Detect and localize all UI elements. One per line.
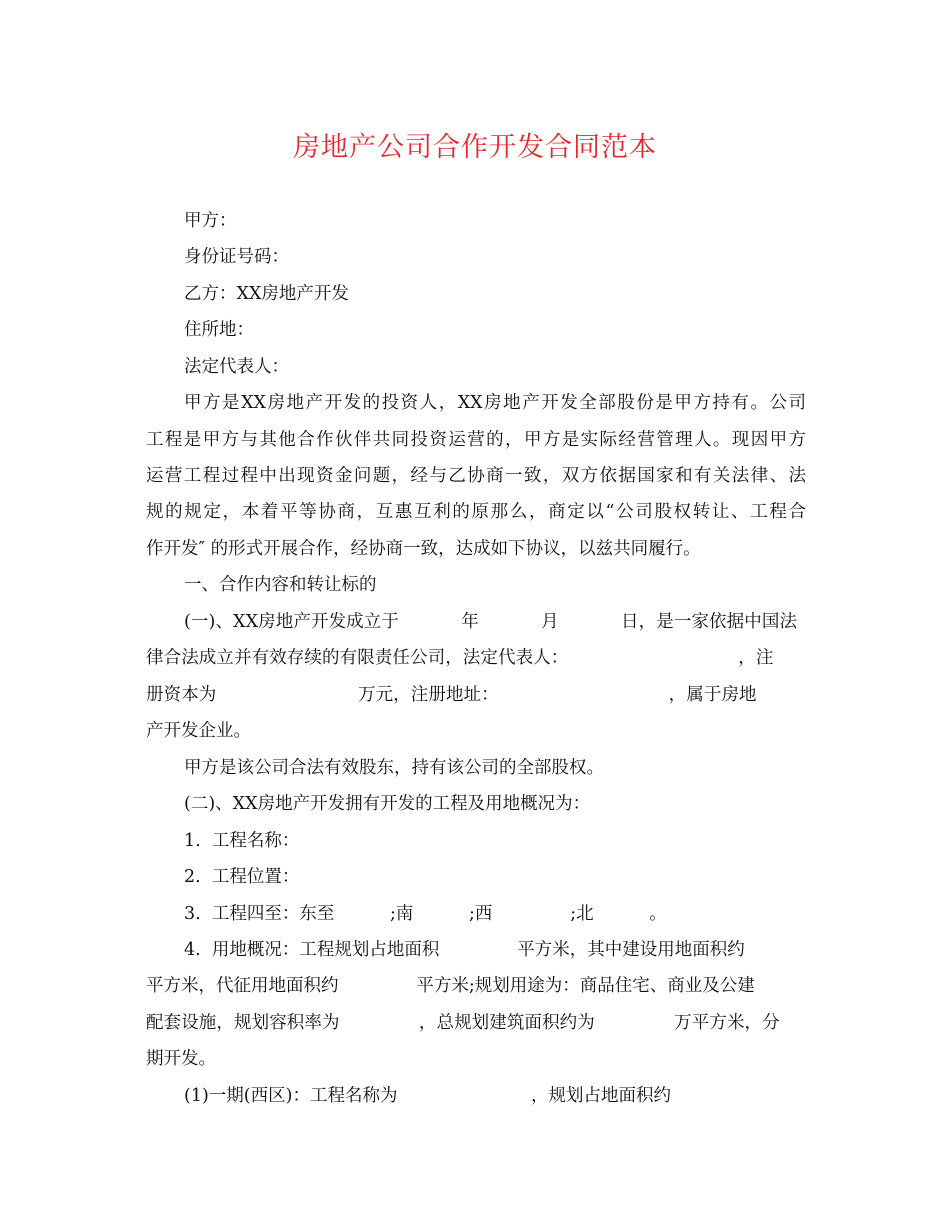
paragraph-line: 产开发企业。 (146, 721, 251, 741)
list-item: 3. 工程四至：东至 ;南 ;西 ;北 。 (184, 904, 667, 924)
paragraph-line: 工程是甲方与其他合作伙伴共同投资运营的，甲方是实际经营管理人。现因甲方 (146, 430, 806, 450)
paragraph-line: 规的规定，本着平等协商，互惠互利的原那么，商定以“公司股权转让、工程合 (146, 502, 806, 522)
legal-rep-label: 法定代表人： (184, 357, 289, 377)
paragraph-line: 甲方是该公司合法有效股东，持有该公司的全部股权。 (184, 758, 604, 778)
paragraph-line: 册资本为 万元，注册地址： ，属于房地 (146, 685, 757, 705)
paragraph-line: 运营工程过程中出现资金问题，经与乙协商一致，双方依据国家和有关法律、法 (146, 466, 806, 486)
list-item: 1. 工程名称： (184, 831, 300, 851)
party-b-label: 乙方：XX房地产开发 (184, 284, 349, 304)
document-title: 房地产公司合作开发合同范本 (293, 132, 657, 163)
paragraph-line: 作开发″ 的形式开展合作，经协商一致，达成如下协议，以兹共同履行。 (146, 539, 701, 559)
id-number-label: 身份证号码： (184, 247, 289, 267)
paragraph-line: (一)、XX房地产开发成立于 年 月 日，是一家依据中国法 (184, 612, 798, 632)
paragraph-line: 配套设施，规划容积率为 ，总规划建筑面积约为 万平方米，分 (146, 1013, 780, 1033)
list-item: 4. 用地概况：工程规划占地面积 平方米，其中建设用地面积约 (184, 940, 745, 960)
paragraph-line: 甲方是XX房地产开发的投资人，XX房地产开发全部股份是甲方持有。公司 (184, 393, 806, 413)
paragraph-line: 期开发。 (146, 1049, 216, 1069)
list-item: (1)一期(西区)：工程名称为 ，规划占地面积约 (184, 1086, 671, 1106)
list-item: 2. 工程位置： (184, 867, 300, 887)
paragraph-line: 平方米，代征用地面积约 平方米;规划用途为：商品住宅、商业及公建 (146, 976, 755, 996)
paragraph-line: 律合法成立并有效存续的有限责任公司，法定代表人： ，注 (146, 648, 774, 668)
section-heading: 一、合作内容和转让标的 (184, 575, 377, 595)
party-a-label: 甲方： (184, 211, 237, 231)
address-label: 住所地： (184, 320, 254, 340)
subsection-heading: (二)、XX房地产开发拥有开发的工程及用地概况为： (184, 794, 591, 814)
